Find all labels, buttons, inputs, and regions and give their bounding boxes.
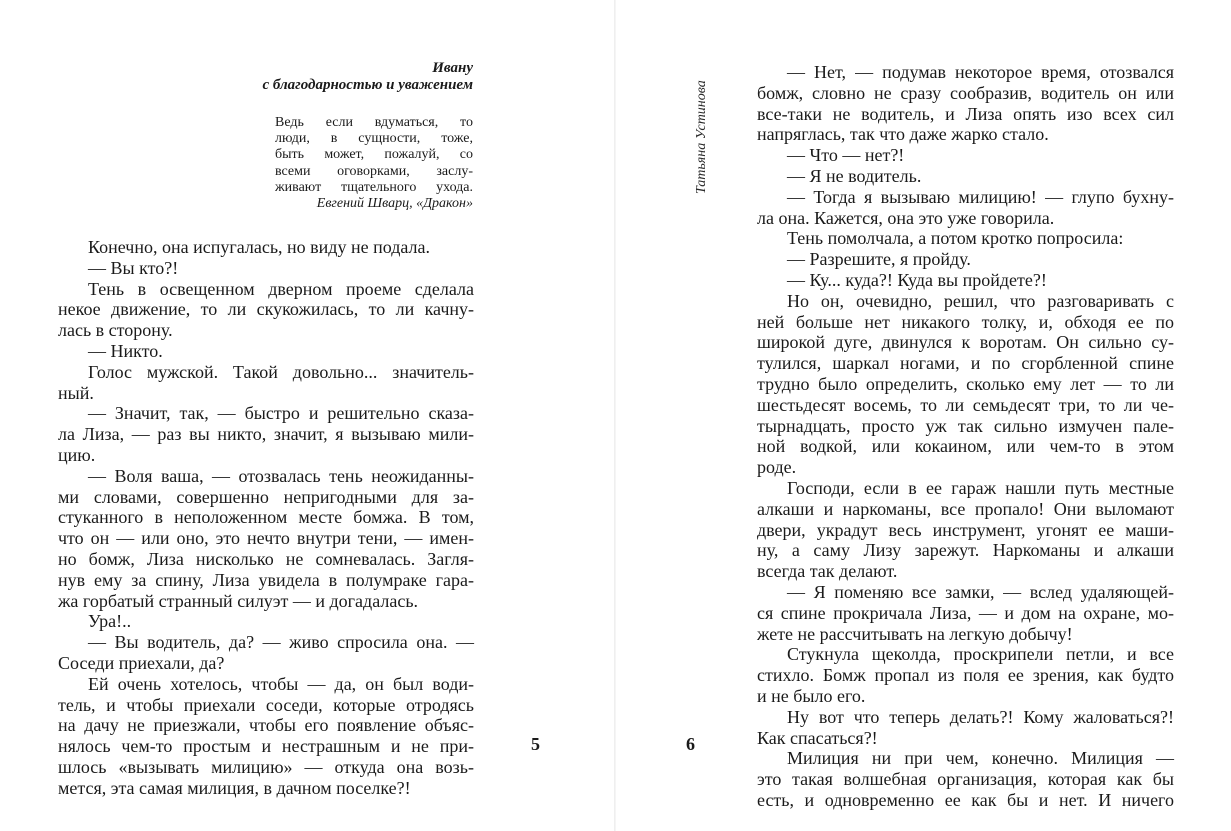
text-line: Конечно, она испугалась, но виду не подала. [88, 237, 430, 257]
dedication-line: с благодарностью и уважением [262, 77, 473, 93]
text-line: ла она. Кажется, она это уже говорила. [757, 207, 1055, 228]
text-line: алкаши и наркоманы, все пропало! Они выломают [757, 498, 1174, 519]
text-line: на дачу не приезжали, чтобы его появление объяс- [58, 715, 474, 736]
text-line: и не было его. [757, 685, 866, 706]
text-line: ла Лиза, — раз вы никто, значит, я вызываю мили- [58, 424, 474, 445]
text-line: — Я поменяю все замки, — вслед удаляющей- [787, 581, 1174, 602]
text-line: — Ку... куда?! Куда вы пройдете?! [787, 269, 1047, 290]
text-line: нялось чем-то простым и нестрашным и не при- [58, 736, 474, 757]
text-line: — Никто. [88, 340, 163, 361]
dedication [262, 60, 473, 94]
text-line: тулился, шаркал ногами, и по сгорбленной спине [757, 353, 1174, 374]
text-line: ной водкой, или кокаином, или чем-то в этом [757, 436, 1174, 457]
text-line: — Тогда я вызываю милицию! — глупо бухну- [787, 186, 1174, 207]
text-line: нув ему за спину, Лиза увидела в полумраке гара- [58, 569, 474, 590]
epigraph-line: Ведь если вдуматься, то [275, 115, 473, 130]
text-line: Соседи приехали, да? [58, 652, 225, 673]
left-body-text [58, 237, 474, 799]
page-number: 5 [531, 734, 540, 754]
text-line: бомж, словно не сразу сообразив, водитель он или [757, 82, 1174, 103]
text-line: напряглась, так что даже жарко стало. [757, 124, 1049, 145]
text-line: ну, а саму Лизу зарежут. Наркоманы и алкаши [757, 540, 1174, 561]
epigraph-line: живают тщательного ухода. [275, 179, 473, 195]
running-head [694, 64, 710, 194]
text-line: Господи, если в ее гараж нашли путь местные [787, 477, 1174, 498]
text-line: — Я не водитель. [787, 165, 922, 186]
text-line: лась в сторону. [58, 320, 173, 341]
text-line: Но он, очевидно, решил, что разговаривать с [787, 290, 1174, 311]
text-line: ся спине прокричала Лиза, — и дом на охране, мо- [757, 602, 1174, 623]
epigraph-source: Евгений Шварц, «Дракон» [316, 196, 473, 212]
text-line: ней больше нет никакого толку, и, обходя ее по [757, 311, 1174, 332]
text-line: стихло. Бомж пропал из поля ее зрения, как будто [757, 665, 1174, 686]
text-line: — Нет, — подумав некоторое время, отозвался [787, 62, 1174, 82]
text-line: двери, украдут весь инструмент, угонят ее маши- [757, 519, 1174, 540]
text-line: Милиция ни при чем, конечно. Милиция — [787, 748, 1174, 769]
text-line: — Вы кто?! [88, 257, 179, 278]
text-line: тель, и чтобы приехали соседи, которые отродясь [58, 694, 474, 715]
text-line: Тень помолчала, а потом кротко попросила: [787, 228, 1124, 249]
text-line: ми словами, совершенно непригодными для за- [58, 486, 474, 507]
epigraph-line: люди, в сущности, тоже, [275, 131, 473, 147]
text-line: тырнадцать, просто уж так сильно измучен пале- [757, 415, 1174, 436]
text-line: Ну вот что теперь делать?! Кому жаловаться?! [787, 706, 1174, 727]
text-line: все-таки не водитель, и Лиза опять изо всех сил [757, 103, 1174, 124]
text-line: Ей очень хотелось, чтобы — да, он был води- [88, 673, 474, 694]
text-line: — Что — нет?! [787, 145, 905, 166]
text-line: есть, и одновременно ее как бы и нет. И ничего [757, 789, 1174, 810]
text-line: трудно было определить, сколько ему лет — то ли [757, 373, 1174, 394]
text-line: — Воля ваша, — отозвалась тень неожиданны- [88, 465, 474, 486]
epigraph-line: всеми оговорками, заслу- [275, 163, 473, 179]
text-line: — Вы водитель, да? — живо спросила она. — [88, 632, 474, 653]
text-line: стуканного в неположенном месте бомжа. В том, [58, 507, 474, 528]
text-line: роде. [757, 457, 797, 478]
text-line: жете не рассчитывать на легкую добычу! [757, 623, 1073, 644]
text-line: всегда так делают. [757, 561, 898, 582]
right-page [616, 0, 1231, 831]
text-line: широкой дуге, двинулся к воротам. Он сильно су- [757, 332, 1174, 353]
text-line: Ура!.. [88, 611, 132, 632]
text-line: Голос мужской. Такой довольно... значитель- [88, 361, 474, 382]
text-line: это такая волшебная организация, которая как бы [757, 769, 1174, 790]
text-line: — Разрешите, я пройду. [787, 249, 971, 270]
text-line: шестьдесят восемь, то ли семьдесят три, то ли че- [757, 394, 1174, 415]
text-line: Как спасаться?! [757, 727, 878, 748]
text-line: цию. [58, 444, 96, 465]
text-line: — Значит, так, — быстро и решительно сказа- [88, 403, 474, 424]
epigraph-line: быть может, пожалуй, со [275, 147, 473, 163]
text-line: некое движение, то ли скукожилась, то ли качну- [58, 299, 474, 320]
text-line: мется, эта самая милиция, в дачном поселке?! [58, 777, 411, 798]
text-line: Стукнула щеколда, проскрипели петли, и все [787, 644, 1174, 665]
left-page [0, 0, 614, 831]
page-number: 6 [686, 734, 695, 754]
text-line: но бомж, Лиза нисколько не сомневалась. Загля- [58, 548, 474, 569]
text-line: ный. [58, 382, 94, 403]
text-line: что он — или оно, это нечто внутри тени, — имен- [58, 528, 474, 549]
text-line: шлось «вызывать милицию» — откуда она возь- [58, 756, 474, 777]
right-body-text [757, 62, 1174, 811]
running-head-author: Татьяна Устинова [694, 80, 709, 194]
epigraph [275, 115, 473, 212]
text-line: жа горбатый странный силуэт — и догадалась. [58, 590, 419, 611]
dedication-line: Ивану [432, 60, 473, 76]
text-line: Тень в освещенном дверном проеме сделала [88, 278, 474, 299]
